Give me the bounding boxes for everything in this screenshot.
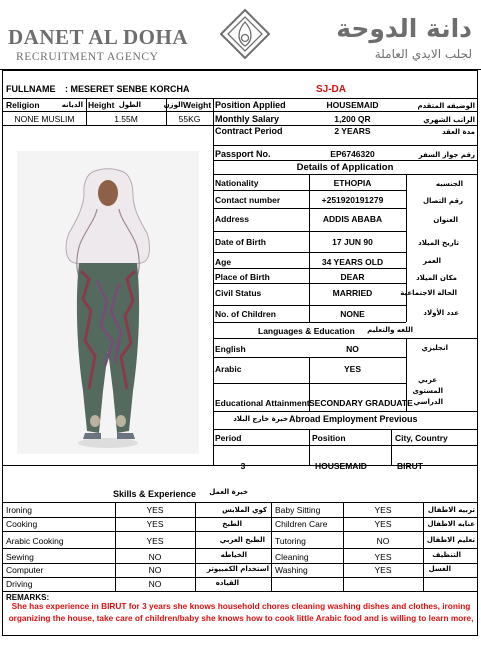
english-label: English: [215, 344, 246, 354]
languages-title: Languages & Education: [258, 326, 355, 336]
birthplace-value: DEAR: [340, 272, 365, 282]
contact-label: Contact number: [215, 195, 281, 205]
birthplace-label-ar: مكان الميلاد: [416, 274, 457, 282]
religion-label-ar: الديانه: [61, 101, 83, 109]
skill-arabic-cooking-value: YES: [146, 536, 164, 546]
skill-computer-value: NO: [148, 565, 162, 575]
skill-washing-ar: الغسل: [428, 565, 451, 573]
height-value: 1.55M: [114, 114, 138, 124]
weight-label: Weight: [183, 100, 212, 110]
company-subtitle-ar: لجلب الايدي العاملة: [374, 47, 472, 61]
address-value: ADDIS ABABA: [322, 214, 383, 224]
nationality-label-ar: الجنسيه: [435, 180, 463, 188]
company-subtitle-en: RECRUITMENT AGENCY: [16, 51, 159, 63]
position-value: HOUSEMAID: [326, 100, 379, 110]
age-label: Age: [215, 257, 232, 267]
skill-tutoring-ar: تعليم الاطفال: [426, 536, 475, 544]
skill-cleaning-ar: التنظيف: [432, 551, 461, 559]
dob-label-ar: تاريخ الميلاد: [418, 239, 459, 247]
skill-arabic-cooking-label: Arabic Cooking: [6, 536, 64, 546]
company-name-ar: دانة الدوحة: [336, 14, 472, 43]
skill-sewing-label: Sewing: [6, 552, 34, 562]
skill-arabic-cooking-ar: الطبخ العربي: [219, 536, 265, 544]
children-label: No. of Children: [215, 309, 276, 319]
english-label-ar: انجليزي: [421, 344, 448, 352]
weight-value: 55KG: [178, 114, 201, 124]
fullname-label: FULLNAME: [6, 84, 56, 94]
religion-value: NONE MUSLIM: [14, 114, 75, 124]
abroad-title: Abroad Employment Previous: [289, 414, 418, 424]
civil-status-label-ar: الحالة الاجتماعية: [400, 289, 457, 297]
height-label-ar: الطول: [118, 101, 141, 109]
skills-title-ar: خبرة العمل: [209, 488, 248, 496]
position-label-ar: الوضيفه المتقدم: [417, 102, 475, 110]
skill-tutoring-value: NO: [376, 536, 390, 546]
abroad-col-city: City, Country: [395, 433, 448, 443]
application-form: [2, 70, 478, 636]
skill-driving-label: Driving: [6, 579, 33, 589]
passport-label: Passport No.: [215, 149, 271, 159]
abroad-col-period: Period: [215, 433, 242, 443]
skill-cleaning-value: YES: [374, 552, 392, 562]
company-name-en: DANET AL DOHA: [8, 25, 188, 49]
dob-value: 17 JUN 90: [332, 237, 373, 247]
passport-label-ar: رقم جواز السفر: [418, 151, 475, 159]
english-value: NO: [346, 344, 359, 354]
passport-value: EP6746320: [330, 149, 375, 159]
height-label: Height: [88, 100, 115, 110]
letterhead: [0, 0, 481, 66]
salary-value: 1,200 QR: [334, 114, 371, 124]
contact-value: +251920191279: [321, 195, 384, 205]
weight-label-ar: الوزن: [163, 101, 183, 109]
remarks-label: REMARKS:: [6, 593, 50, 602]
languages-title-ar: اللغه والتعليم: [367, 326, 413, 334]
civil-status-label: Civil Status: [215, 288, 262, 298]
religion-label: Religion: [6, 100, 40, 110]
skill-cooking-ar: الطبخ: [222, 520, 242, 528]
age-value: 34 YEARS OLD: [321, 257, 384, 267]
fullname-value: : MESERET SENBE KORCHA: [65, 84, 190, 94]
position-label: Position Applied: [215, 100, 286, 110]
skill-sewing-ar: الخياطه: [220, 551, 247, 559]
abroad-position-value: HOUSEMAID: [315, 461, 367, 471]
skill-baby-sitting-label: Baby Sitting: [275, 505, 321, 515]
skill-ironing-value: YES: [146, 505, 164, 515]
skill-cleaning-label: Cleaning: [275, 552, 309, 562]
skills-title: Skills & Experience: [113, 489, 197, 499]
contract-value: 2 YEARS: [334, 126, 371, 136]
civil-status-value: MARRIED: [332, 288, 373, 298]
abroad-period-value: 3: [240, 461, 246, 471]
nationality-label: Nationality: [215, 178, 259, 188]
skill-tutoring-label: Tutoring: [275, 536, 306, 546]
reference-code: SJ-DA: [316, 84, 347, 95]
skill-children-care-label: Children Care: [275, 519, 328, 529]
arabic-label-ar: عربي: [418, 376, 437, 384]
applicant-photo: [17, 151, 199, 454]
arabic-value: YES: [343, 364, 361, 374]
education-label-ar: المستوى الدراسي: [412, 387, 443, 406]
skill-children-care-value: YES: [374, 519, 392, 529]
birthplace-label: Place of Birth: [215, 272, 270, 282]
children-value: NONE: [340, 309, 365, 319]
skill-sewing-value: NO: [148, 552, 162, 562]
remarks-text: She has experience in BIRUT for 3 years she knows household chores cleaning washing dishes and clothes, ironing organizing the house, take care of children/baby she knows how to cook little Arabic food and is willing to learn more,: [8, 601, 474, 623]
skill-washing-value: YES: [374, 565, 392, 575]
skill-cooking-value: YES: [146, 519, 164, 529]
address-label-ar: العنوان: [433, 216, 458, 224]
skill-ironing-ar: كوي الملابس: [222, 506, 267, 514]
skill-ironing-label: Ironing: [6, 505, 32, 515]
nationality-value: ETHOPIA: [333, 178, 372, 188]
children-label-ar: عدد الأولاد: [423, 309, 459, 317]
arabic-label: Arabic: [215, 364, 242, 374]
abroad-title-ar: خبرة خارج البلاد: [233, 415, 288, 423]
abroad-col-position: Position: [312, 433, 346, 443]
skill-driving-ar: القياده: [215, 579, 239, 587]
skill-children-care-ar: عنايه الاطفال: [427, 520, 475, 528]
skill-washing-label: Washing: [275, 565, 308, 575]
salary-label-ar: الراتب الشهري: [423, 116, 475, 124]
skill-cooking-label: Cooking: [6, 519, 38, 529]
contract-label: Contract Period: [215, 126, 283, 136]
abroad-city-value: BIRUT: [397, 461, 423, 471]
contact-label-ar: رقم التصال: [422, 197, 463, 205]
salary-label: Monthly Salary: [215, 114, 280, 124]
details-title: Details of Application: [296, 162, 394, 173]
education-label: Educational Attainment: [215, 398, 310, 408]
skill-driving-value: NO: [148, 579, 162, 589]
pearl-logo-icon: [216, 7, 274, 61]
skill-computer-label: Computer: [6, 565, 44, 575]
skill-computer-ar: استخدام الكمبيوتر: [206, 565, 269, 573]
education-value: SECONDARY GRADUATE: [309, 398, 413, 408]
skill-baby-sitting-ar: تربيه الاطفال: [427, 506, 475, 514]
skill-baby-sitting-value: YES: [374, 505, 392, 515]
address-label: Address: [215, 214, 250, 224]
contract-label-ar: مدة العقد: [441, 128, 475, 136]
age-label-ar: العمر: [422, 257, 441, 265]
dob-label: Date of Birth: [215, 237, 266, 247]
